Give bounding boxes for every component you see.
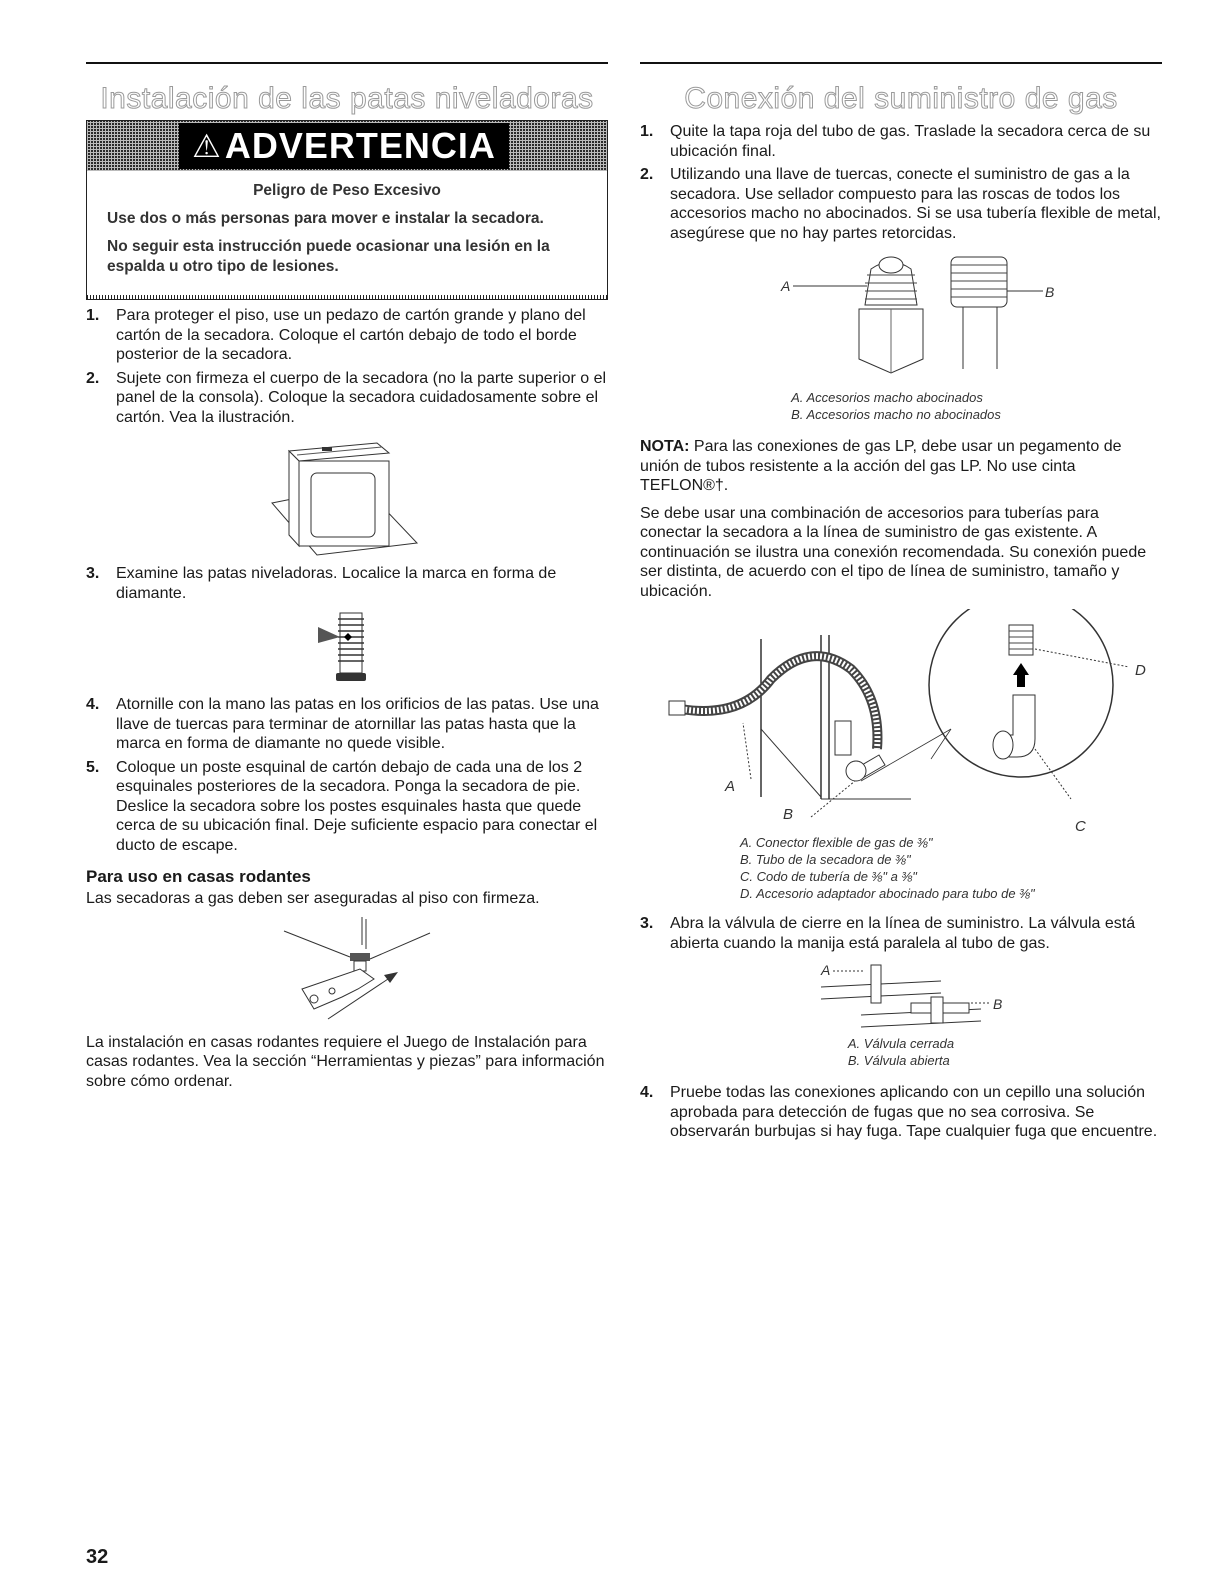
warning-triangle-icon: ⚠ (192, 128, 221, 164)
fittings-label-a: A (781, 278, 791, 294)
valve-figure (640, 959, 1162, 1069)
list-item: 3. Abra la válvula de cierre en la línea de suministro. La válvula está abierta cuando la manija está paralela al tubo de gas. (640, 915, 1136, 952)
list-item: 4. Pruebe todas las conexiones aplicando con un cepillo una solución aprobada para detección de fugas que no sea corrosiva. Se observarán burbujas si hay fuga. Tape cualquier fuga que encuentre. (640, 1084, 1158, 1140)
gas-connection-figure (640, 609, 1162, 902)
fittings-label-b: B (1045, 284, 1055, 300)
gas-steps-list (640, 122, 1162, 243)
step-text: Pruebe todas las conexiones aplicando con un cepillo una solución aprobada para detección de fugas que no sea corrosiva. Se observarán burbujas si hay fuga. Tape cualquier fuga que encuentre. (670, 1084, 1158, 1140)
step-text: Quite la tapa roja del tubo de gas. Traslade la secadora cerca de su ubicación final. (670, 123, 1151, 160)
connection-caption-c: C. Codo de tubería de ⅜" a ⅜" (740, 869, 917, 884)
valve-caption-b: B. Válvula abierta (847, 1053, 950, 1068)
connection-caption-d: D. Accesorio adaptador abocinado para tubo de ⅜" (740, 886, 1035, 901)
leveling-steps-list (86, 306, 608, 427)
valve-label-b: B (993, 996, 1003, 1012)
right-column (640, 62, 1162, 1146)
list-item: 2. Sujete con firmeza el cuerpo de la secadora (no la parte superior o el panel de la consola). Coloque la secadora cuidadosamente sobre el cartón. Vea la ilustración. (86, 369, 607, 426)
combination-text: Se debe usar una combinación de accesorios para tuberías para conectar la secadora a la línea de suministro de gas existente. A continuación se ilustra una conexión recomendada. Su conexión puede ser distinta, de acuerdo con el tipo de línea de suministro, tamaño y ubicación. (640, 504, 1147, 600)
fittings-figure (640, 249, 1162, 423)
valve-caption-a: A. Válvula cerrada (847, 1036, 955, 1051)
step-text: Atornille con la mano las patas en los orificios de las patas. Use una llave de tuercas para terminar de atornillar las patas hasta que la marca en forma de diamante no quede visible. (116, 696, 599, 752)
list-item: 4. Atornille con la mano las patas en los orificios de las patas. Use una llave de tuercas para terminar de atornillar las patas hasta que la marca en forma de diamante no quede visible. (86, 696, 599, 752)
connection-label-a: A (725, 778, 736, 795)
connection-label-b: B (783, 806, 794, 823)
floor-bracket-figure (86, 917, 608, 1027)
step-text: Examine las patas niveladoras. Localice la marca en forma de diamante. (116, 565, 557, 602)
step-text: Abra la válvula de cierre en la línea de suministro. La válvula está abierta cuando la manija está paralela al tubo de gas. (670, 915, 1136, 952)
leveling-leg-figure (86, 609, 608, 689)
section-title-gas-supply: Conexión del suministro de gas (684, 82, 1118, 115)
warning-hazard: Peligro de Peso Excesivo (253, 182, 441, 199)
step-text: Para proteger el piso, use un pedazo de cartón grande y plano del cartón de la secadora. Coloque el cartón debajo de todo el borde posterior de la secadora. (116, 307, 586, 363)
connection-caption-b: B. Tubo de la secadora de ⅜" (740, 852, 911, 867)
step-text: Coloque un poste esquinal de cartón debajo de cada una de los 2 esquinales posteriores de la secadora. Ponga la secadora de pie. Deslice la secadora sobre los postes esquinales hasta que quede cerca de su ubicación final. Deje suficiente espacio para conectar el ducto de escape. (116, 758, 598, 854)
nota-label: NOTA: (640, 438, 690, 455)
dryer-on-cardboard-figure (86, 433, 608, 558)
list-item: 5. Coloque un poste esquinal de cartón debajo de cada una de los 2 esquinales posteriores de la secadora. Ponga la secadora de pie. Deslice la secadora sobre los postes esquinales hasta que quede cerca de su ubicación final. Deje suficiente espacio para conectar el ducto de escape. (86, 758, 598, 854)
warning-title: ADVERTENCIA (224, 125, 496, 166)
fittings-caption-a: A. Accesorios macho abocinados (791, 390, 983, 405)
fittings-caption-b: B. Accesorios macho no abocinados (791, 407, 1001, 422)
list-item: 1. Quite la tapa roja del tubo de gas. Traslade la secadora cerca de su ubicación final. (640, 123, 1151, 160)
valve-label-a: A (821, 962, 831, 978)
nota-text: Para las conexiones de gas LP, debe usar un pegamento de unión de tubos resistente a la acción del gas LP. No use cinta TEFLON®†. (640, 438, 1122, 494)
warning-line-1: Use dos o más personas para mover e instalar la secadora. (107, 210, 544, 227)
left-column (86, 62, 608, 1099)
connection-caption-a: A. Conector flexible de gas de ⅜" (740, 835, 933, 850)
mobile-home-text: Las secadoras a gas deben ser aseguradas al piso con firmeza. (86, 890, 540, 907)
page-number: 32 (86, 1546, 109, 1568)
connection-label-d: D (1135, 662, 1146, 679)
step-text: Sujete con firmeza el cuerpo de la secadora (no la parte superior o el panel de la consola). Coloque la secadora cuidadosamente sobre el cartón. Vea la ilustración. (116, 369, 607, 426)
list-item: 1. Para proteger el piso, use un pedazo de cartón grande y plano del cartón de la secadora. Coloque el cartón debajo de todo el borde posterior de la secadora. (86, 307, 586, 363)
mobile-home-heading: Para uso en casas rodantes (86, 867, 311, 886)
nota-paragraph (640, 437, 1162, 496)
mobile-home-kit-text: La instalación en casas rodantes requiere el Juego de Instalación para casas rodantes. Vea la sección “Herramientas y piezas” para información sobre cómo ordenar. (86, 1033, 605, 1090)
top-rule-right (640, 62, 1162, 64)
connection-label-c: C (1075, 818, 1086, 834)
section-title-leveling-legs: Instalación de las patas niveladoras (100, 82, 594, 115)
list-item: 3. Examine las patas niveladoras. Localice la marca en forma de diamante. (86, 565, 557, 602)
warning-box (86, 120, 608, 300)
step-text: Utilizando una llave de tuercas, conecte el suministro de gas a la secadora. Use sellador compuesto para las roscas de todos los accesorios macho no abocinados. Si se usa tubería flexible de metal, asegúrese que no hay partes retorcidas. (670, 166, 1161, 242)
top-rule-left (86, 62, 608, 64)
list-item: 2. Utilizando una llave de tuercas, conecte el suministro de gas a la secadora. Use sellador compuesto para las roscas de todos los accesorios macho no abocinados. Si se usa tubería flexible de metal, asegúrese que no hay partes retorcidas. (640, 166, 1161, 242)
warning-line-2: No seguir esta instrucción puede ocasionar una lesión en la espalda u otro tipo de lesiones. (107, 238, 550, 275)
warning-banner (87, 121, 607, 171)
